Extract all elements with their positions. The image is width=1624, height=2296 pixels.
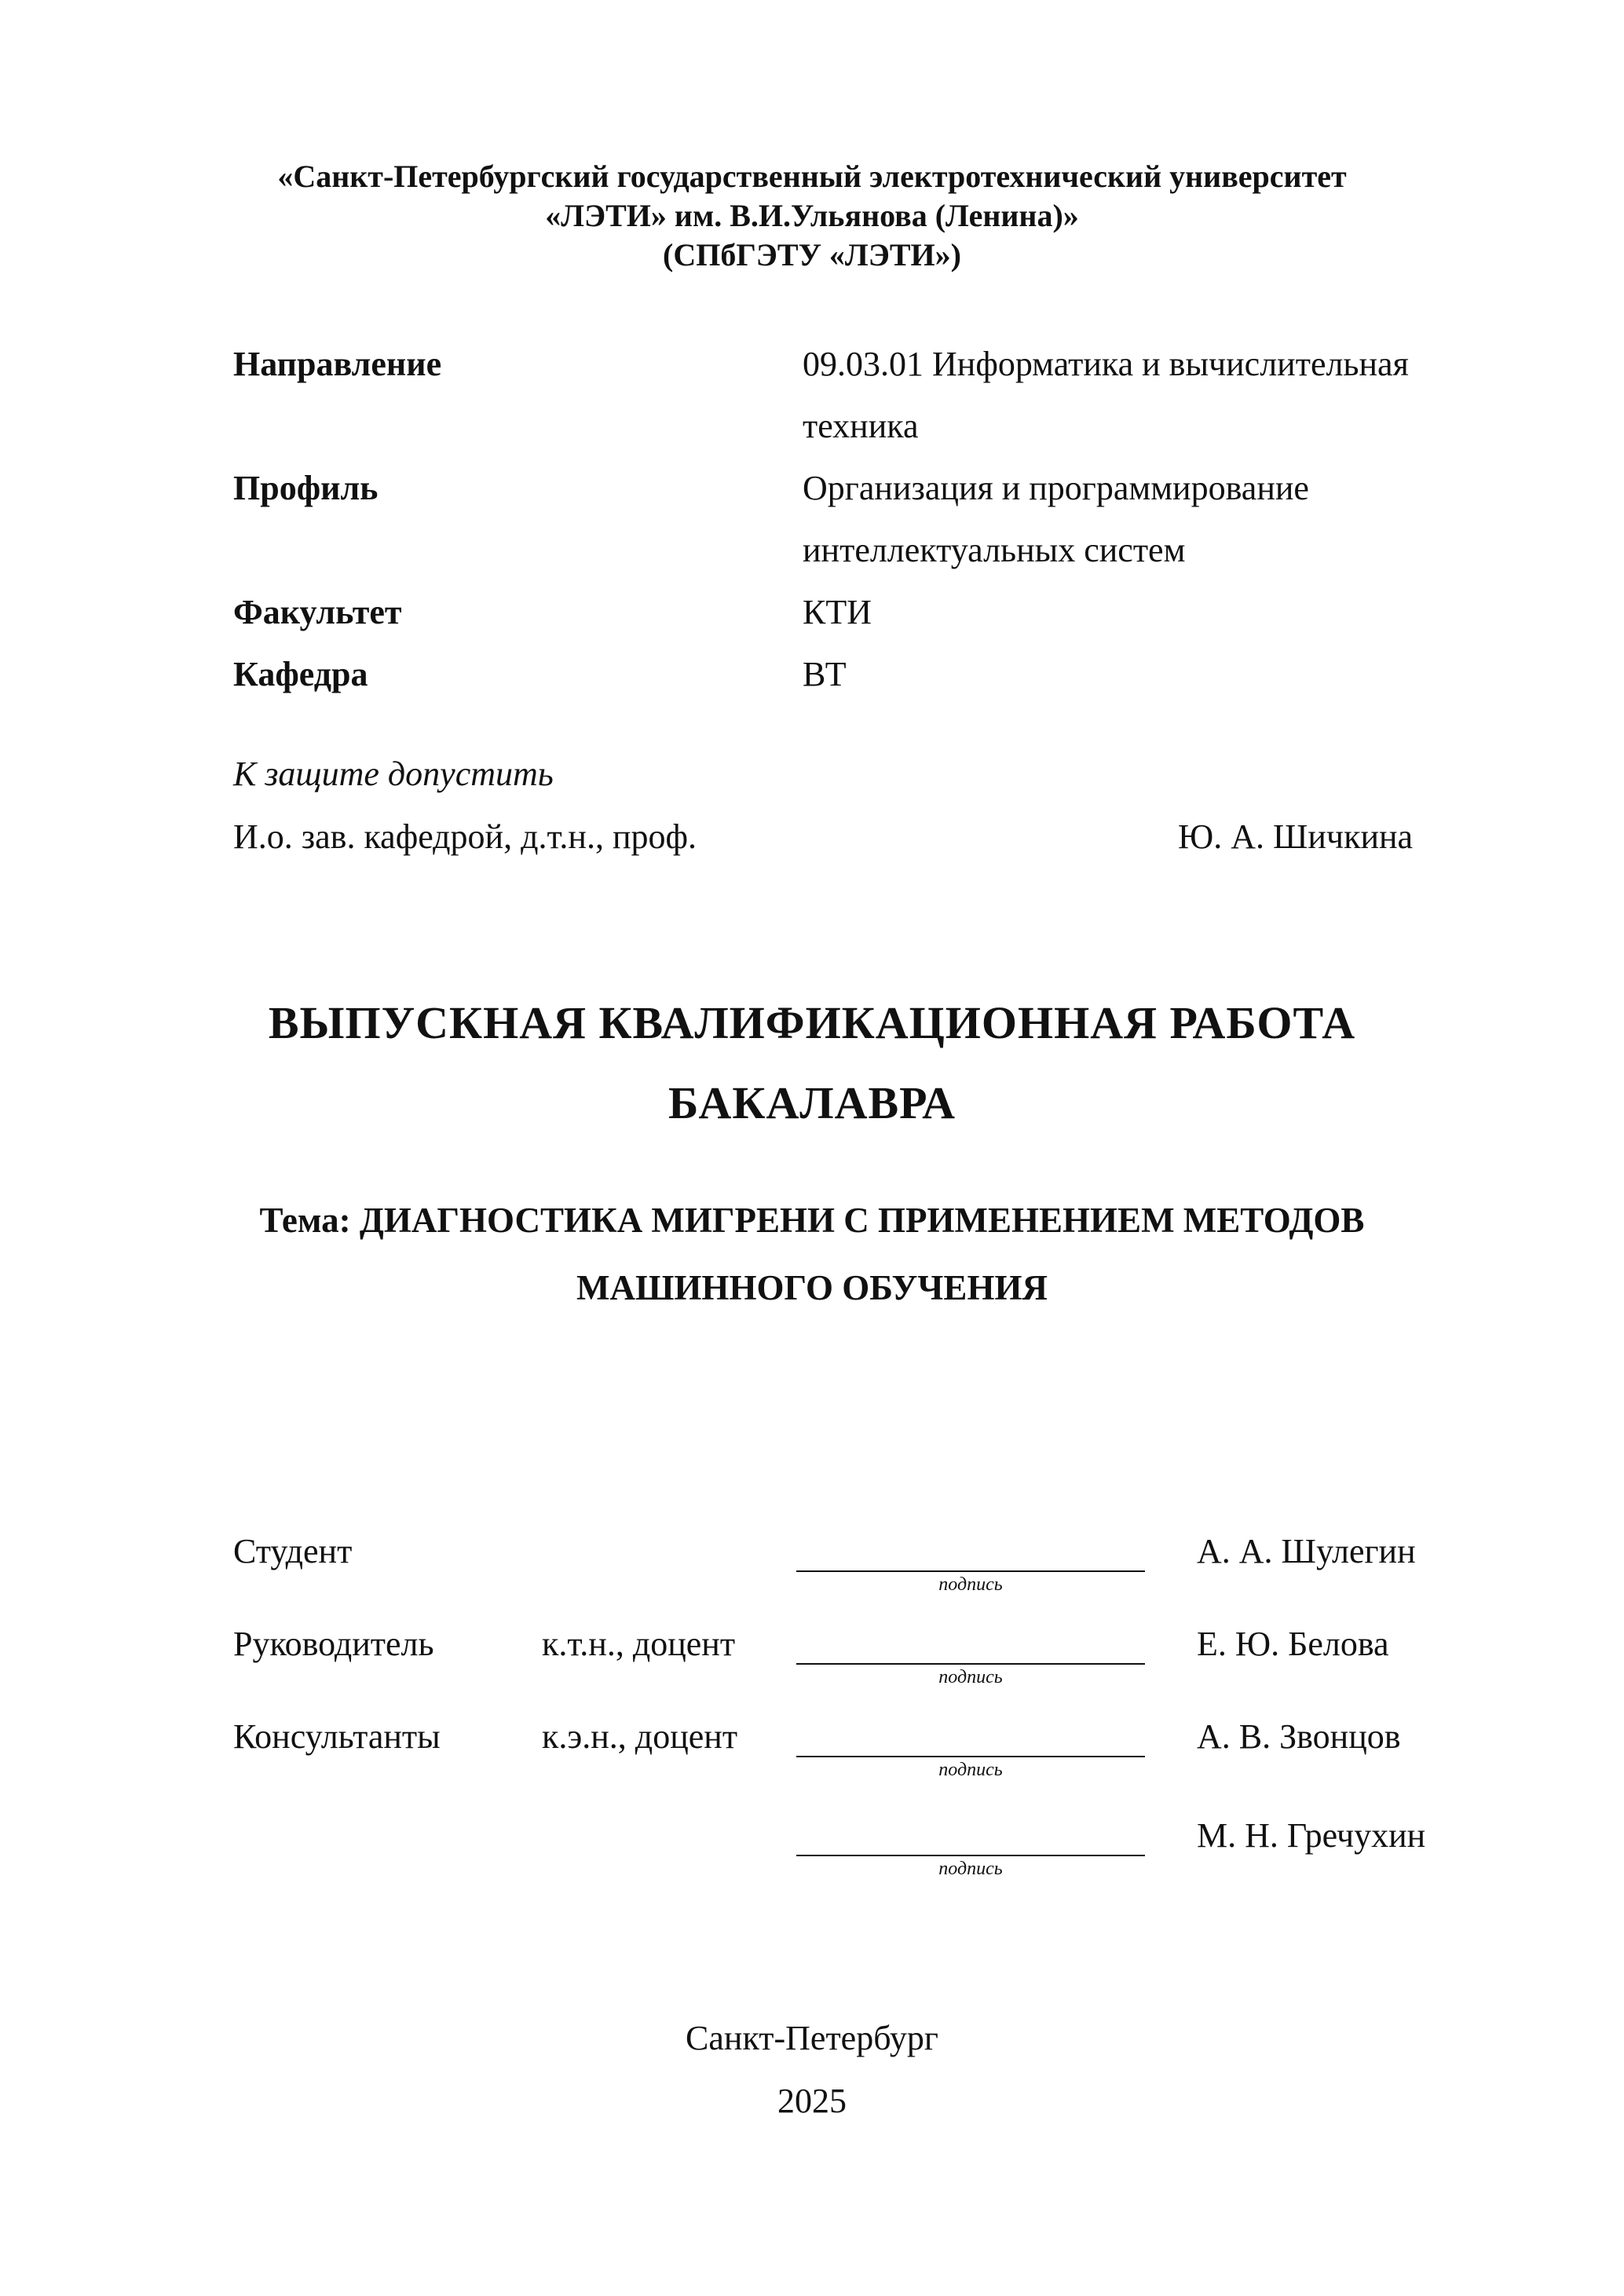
approval-name: Ю. А. Шичкина [1178, 817, 1414, 856]
direction-value-line1: 09.03.01 Информатика и вычислительная [803, 345, 1409, 383]
profile-label: Профиль [233, 469, 379, 507]
university-name-line1: «Санкт-Петербургский государственный электротехнический университет [277, 159, 1347, 194]
university-abbr: (СПбГЭТУ «ЛЭТИ») [663, 237, 961, 272]
faculty-value: КТИ [803, 593, 872, 631]
footer-year: 2025 [777, 2082, 847, 2120]
faculty-label: Факультет [233, 593, 402, 631]
profile-value-line1: Организация и программирование [803, 469, 1309, 507]
signature-role: Руководитель [233, 1625, 434, 1663]
university-name-line2: «ЛЭТИ» им. В.И.Ульянова (Ленина)» [545, 198, 1079, 233]
profile-value-line2: интеллектуальных систем [803, 531, 1186, 569]
approval-heading: К защите допустить [233, 755, 554, 793]
signature-name: М. Н. Гречухин [1197, 1816, 1426, 1855]
direction-label: Направление [233, 345, 442, 383]
topic-line2: МАШИННОГО ОБУЧЕНИЯ [576, 1268, 1048, 1307]
signature-role: Консультанты [233, 1717, 441, 1756]
signature-role: Студент [233, 1532, 353, 1570]
signature-name: Е. Ю. Белова [1197, 1625, 1389, 1663]
work-title-line2: БАКАЛАВРА [668, 1077, 956, 1128]
signature-caption: подпись [938, 1859, 1003, 1879]
direction-value-line2: техника [803, 407, 919, 445]
signature-line [796, 1570, 1145, 1572]
topic-line1: Тема: ДИАГНОСТИКА МИГРЕНИ С ПРИМЕНЕНИЕМ МЕТОДОВ [259, 1201, 1365, 1240]
signature-name: А. А. Шулегин [1197, 1532, 1416, 1570]
signature-caption: подпись [938, 1574, 1003, 1595]
work-title-line1: ВЫПУСКНАЯ КВАЛИФИКАЦИОННАЯ РАБОТА [268, 997, 1356, 1048]
department-label: Кафедра [233, 655, 368, 693]
footer-city: Санкт-Петербург [686, 2019, 938, 2057]
signature-caption: подпись [938, 1760, 1003, 1780]
signature-degree: к.э.н., доцент [542, 1717, 738, 1756]
signature-degree: к.т.н., доцент [542, 1625, 736, 1663]
approval-position: И.о. зав. кафедрой, д.т.н., проф. [233, 817, 697, 856]
signature-name: А. В. Звонцов [1197, 1717, 1401, 1756]
signature-caption: подпись [938, 1667, 1003, 1687]
department-value: ВТ [803, 655, 847, 693]
signature-line [796, 1663, 1145, 1665]
signature-line [796, 1855, 1145, 1856]
signature-line [796, 1756, 1145, 1757]
